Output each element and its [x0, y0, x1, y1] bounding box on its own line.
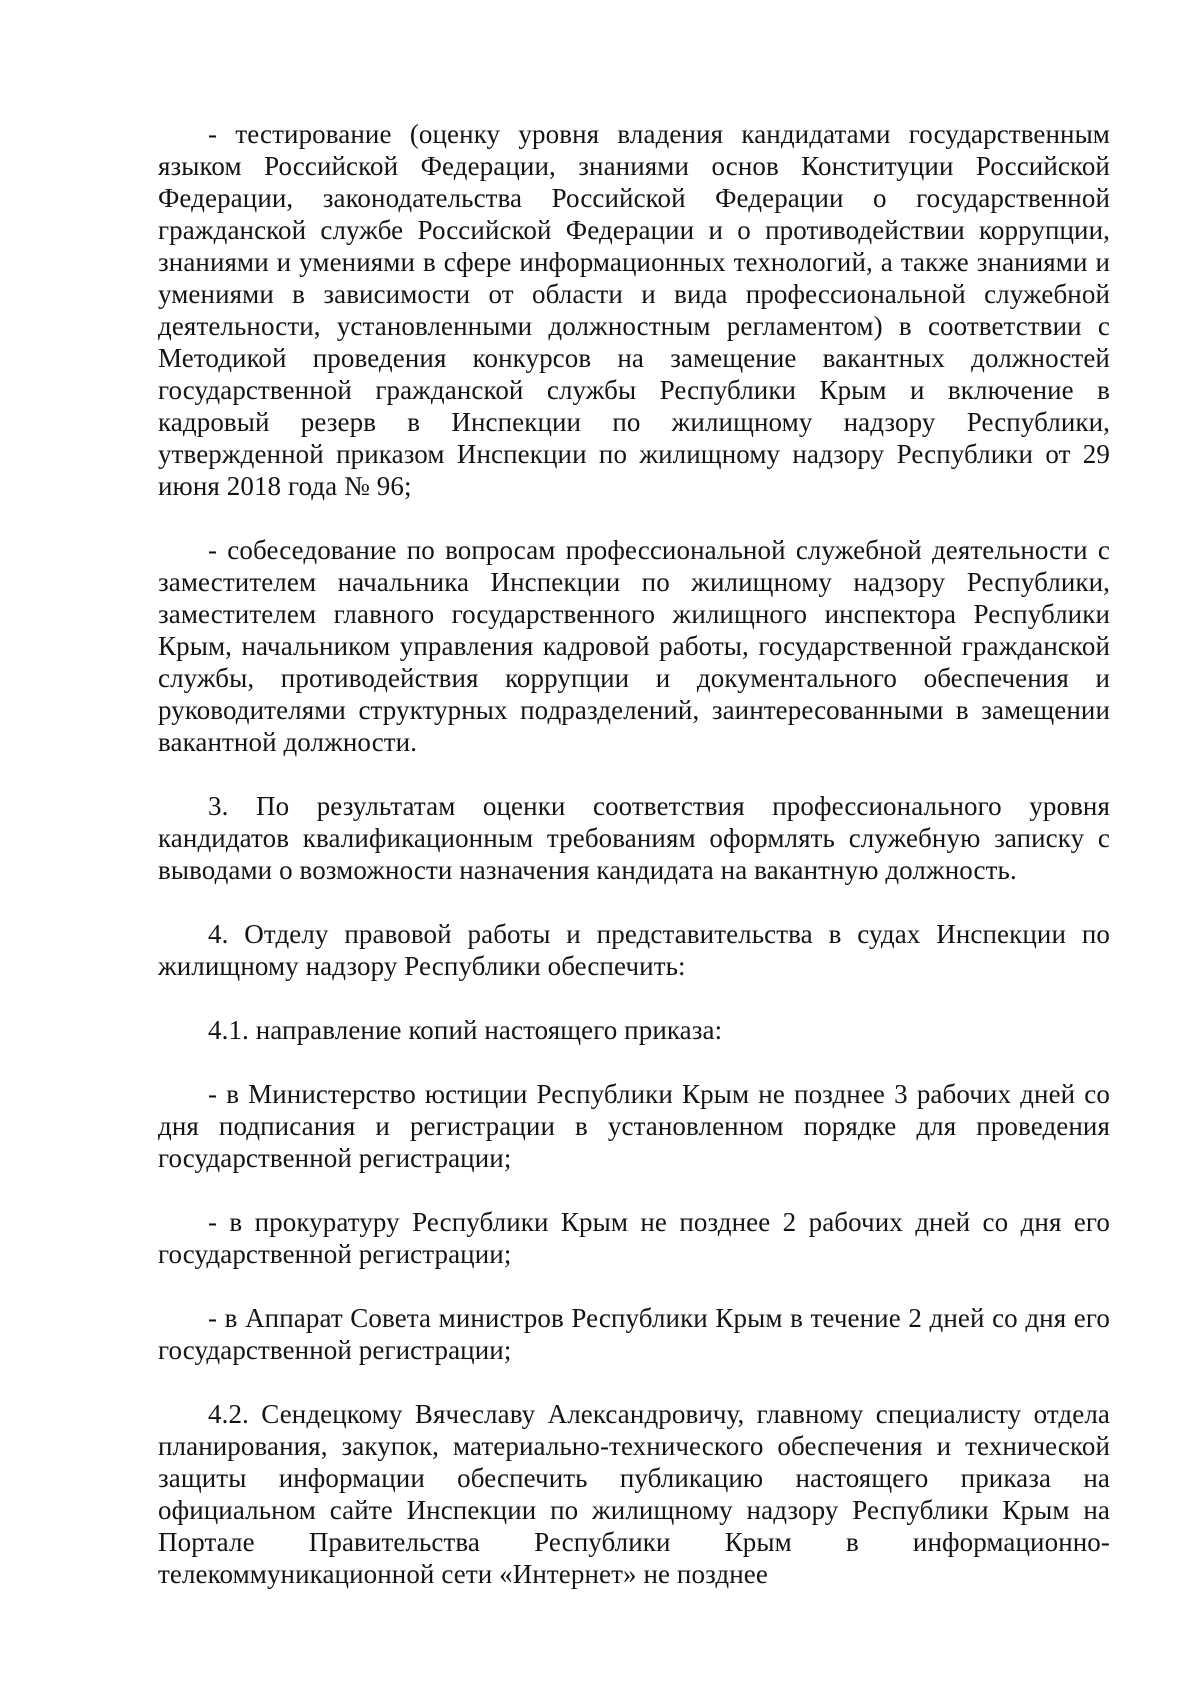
paragraph-item-4-2: 4.2. Сендецкому Вячеславу Александровичу, главному специалисту отдела планирования, закупок, материально-технического обеспечения и технической защиты информации обеспечить публикацию настоящего приказа на официальном сайте Инспекции по жилищному надзору Республики Крым на Портале Правительства Республики Крым в информационно-телекоммуникационной сети «Интернет» не позднее — [158, 1399, 1110, 1589]
paragraph-ministry-of-justice: - в Министерство юстиции Республики Крым не позднее 3 рабочих дней со дня подписания и регистрации в установленном порядке для проведения государственной регистрации; — [158, 1079, 1110, 1173]
paragraph-item-3: 3. По результатам оценки соответствия профессионального уровня кандидатов квалификационным требованиям оформлять служебную записку с выводами о возможности назначения кандидата на вакантную должность. — [158, 791, 1110, 885]
paragraph-testing: - тестирование (оценку уровня владения кандидатами государственным языком Российской Федерации, знаниями основ Конституции Российской Федерации, законодательства Российской Федерации о государственной гражданской службе Российской Федерации и о противодействии коррупции, знаниями и умениями в сфере информационных технологий, а также знаниями и умениями в зависимости от области и вида профессиональной служебной деятельности, установленными должностным регламентом) в соответствии с Методикой проведения конкурсов на замещение вакантных должностей государственной гражданской службы Республики Крым и включение в кадровый резерв в Инспекции по жилищному надзору Республики, утвержденной приказом Инспекции по жилищному надзору Республики от 29 июня 2018 года № 96; — [158, 119, 1110, 501]
paragraph-council-apparatus: - в Аппарат Совета министров Республики Крым в течение 2 дней со дня его государственной регистрации; — [158, 1303, 1110, 1365]
paragraph-item-4: 4. Отделу правовой работы и представительства в судах Инспекции по жилищному надзору Республики обеспечить: — [158, 919, 1110, 981]
paragraph-prosecutor: - в прокуратуру Республики Крым не позднее 2 рабочих дней со дня его государственной регистрации; — [158, 1207, 1110, 1269]
paragraph-interview: - собеседование по вопросам профессиональной служебной деятельности с заместителем начальника Инспекции по жилищному надзору Республики, заместителем главного государственного жилищного инспектора Республики Крым, начальником управления кадровой работы, государственной гражданской службы, противодействия коррупции и документального обеспечения и руководителями структурных подразделений, заинтересованными в замещении вакантной должности. — [158, 535, 1110, 757]
document-page — [158, 118, 1110, 1590]
paragraph-item-4-1: 4.1. направление копий настоящего приказа: — [208, 1015, 723, 1045]
